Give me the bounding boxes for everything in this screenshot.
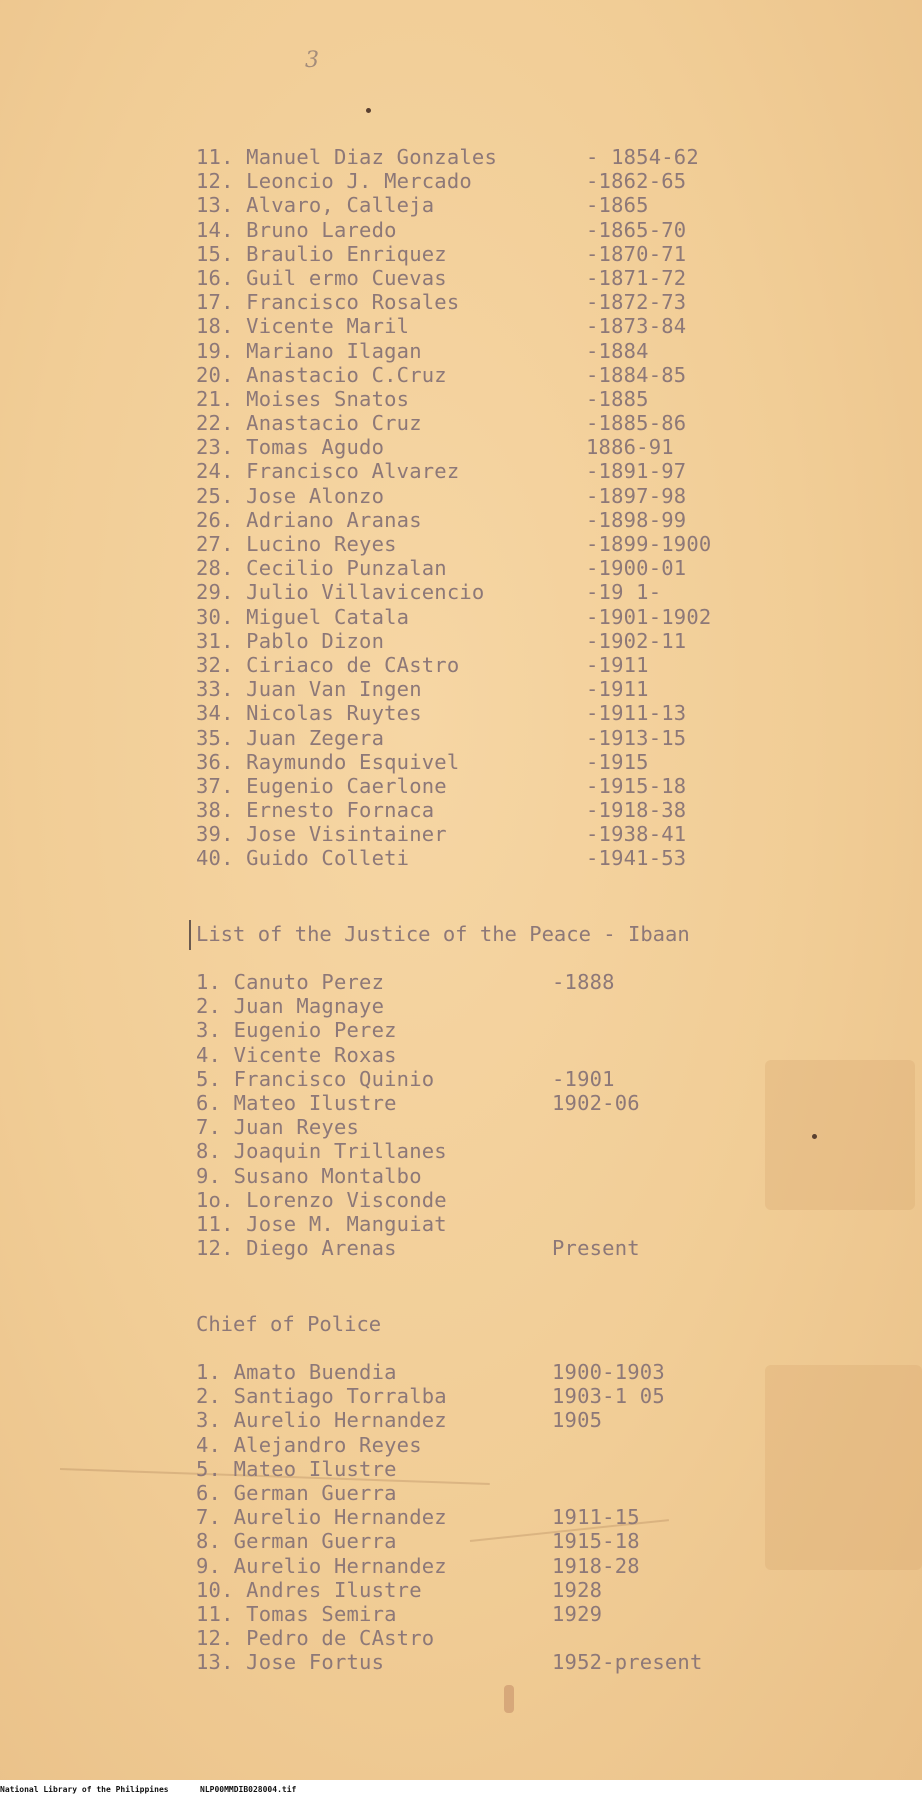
- entry-years: 1900-1903: [552, 1360, 665, 1384]
- entry-name: 6. Mateo Ilustre: [196, 1090, 397, 1115]
- entry-name: 34. Nicolas Ruytes: [196, 701, 422, 726]
- entry-years: -1911: [586, 652, 649, 677]
- entry-name: 28. Cecilio Punzalan: [196, 556, 447, 581]
- entry-name: 12. Leoncio J. Mercado: [196, 169, 472, 194]
- entry-name: 8. German Guerra: [196, 1529, 397, 1554]
- entry-name: 32. Ciriaco de CAstro: [196, 652, 460, 677]
- entry-name: 5. Mateo Ilustre: [196, 1456, 397, 1481]
- entry-name: 21. Moises Snatos: [196, 386, 410, 411]
- entry-years: -1884-85: [586, 362, 687, 387]
- entry-name: 12. Diego Arenas: [196, 1236, 397, 1261]
- entry-name: 19. Mariano Ilagan: [196, 338, 422, 363]
- entry-years: -1911-13: [586, 701, 687, 726]
- scan-footer: [0, 1780, 922, 1800]
- entry-years: 1928: [552, 1577, 603, 1602]
- entry-name: 11. Jose M. Manguiat: [196, 1211, 447, 1236]
- entry-name: 26. Adriano Aranas: [196, 507, 422, 532]
- entry-years: 1929: [552, 1601, 603, 1626]
- entry-name: 11. Tomas Semira: [196, 1601, 397, 1626]
- entry-name: 30. Miguel Catala: [196, 604, 410, 629]
- entry-years: -19 1-: [586, 580, 662, 605]
- entry-years: 1902-06: [552, 1090, 640, 1115]
- entry-name: 23. Tomas Agudo: [196, 435, 385, 460]
- entry-years: -1885-86: [586, 411, 687, 436]
- entry-years: -1884: [586, 338, 649, 363]
- entry-name: 20. Anastacio C.Cruz: [196, 362, 447, 387]
- entry-years: -1873-84: [586, 314, 687, 339]
- entry-name: 6. German Guerra: [196, 1480, 397, 1505]
- entry-years: -1941-53: [586, 846, 687, 871]
- entry-name: 4. Alejandro Reyes: [196, 1432, 422, 1457]
- entry-years: -1885: [586, 386, 649, 411]
- entry-years: -1938-41: [586, 822, 687, 847]
- entry-years: -1915-18: [586, 773, 687, 798]
- library-credit: National Library of the Philippines: [0, 1785, 169, 1794]
- entry-years: -1888: [552, 970, 615, 994]
- entry-name: 13. Alvaro, Calleja: [196, 193, 435, 218]
- entry-name: 40. Guido Colleti: [196, 846, 410, 871]
- entry-name: 2. Juan Magnaye: [196, 994, 385, 1019]
- ink-dot: [812, 1134, 817, 1139]
- entry-years: -1915: [586, 749, 649, 774]
- entry-name: 11. Manuel Diaz Gonzales: [196, 145, 498, 169]
- entry-name: 38. Ernesto Fornaca: [196, 798, 435, 823]
- entry-name: 33. Juan Van Ingen: [196, 677, 422, 702]
- entry-years: -1897-98: [586, 483, 687, 508]
- entry-name: 1. Canuto Perez: [196, 970, 385, 994]
- entry-years: 1905: [552, 1408, 603, 1433]
- paper-tear: [504, 1685, 514, 1713]
- entry-years: Present: [552, 1236, 640, 1261]
- entry-years: -1870-71: [586, 241, 687, 266]
- entry-years: -1902-11: [586, 628, 687, 653]
- entry-name: 17. Francisco Rosales: [196, 290, 460, 315]
- entry-name: 1. Amato Buendia: [196, 1360, 397, 1384]
- entry-years: -1871-72: [586, 265, 687, 290]
- entry-years: -1891-97: [586, 459, 687, 484]
- entry-years: 1952-present: [552, 1650, 703, 1675]
- entry-years: 1903-1 05: [552, 1384, 665, 1409]
- paper-stain: [765, 1365, 922, 1570]
- entry-name: 3. Eugenio Perez: [196, 1018, 397, 1043]
- entry-years: -1913-15: [586, 725, 687, 750]
- entry-name: 8. Joaquin Trillanes: [196, 1139, 447, 1164]
- entry-name: 35. Juan Zegera: [196, 725, 385, 750]
- entry-years: -1865-70: [586, 217, 687, 242]
- entry-years: -1898-99: [586, 507, 687, 532]
- entry-name: 4. Vicente Roxas: [196, 1042, 397, 1067]
- entry-years: -1901-1902: [586, 604, 712, 629]
- entry-years: -1865: [586, 193, 649, 218]
- entry-years: 1915-18: [552, 1529, 640, 1554]
- entry-years: 1918-28: [552, 1553, 640, 1578]
- entry-name: 2. Santiago Torralba: [196, 1384, 447, 1409]
- margin-mark: [189, 920, 191, 950]
- entry-name: 29. Julio Villavicencio: [196, 580, 485, 605]
- entry-name: 22. Anastacio Cruz: [196, 411, 422, 436]
- entry-name: 16. Guil ermo Cuevas: [196, 265, 447, 290]
- entry-years: -1899-1900: [586, 532, 712, 556]
- entry-name: 9. Susano Montalbo: [196, 1163, 422, 1188]
- entry-name: 12. Pedro de CAstro: [196, 1626, 435, 1651]
- entry-years: 1886-91: [586, 435, 674, 460]
- entry-name: 18. Vicente Maril: [196, 314, 410, 339]
- entry-name: 39. Jose Visintainer: [196, 822, 447, 847]
- entry-name: 14. Bruno Laredo: [196, 217, 397, 242]
- entry-years: -1862-65: [586, 169, 687, 194]
- entry-name: 1o. Lorenzo Visconde: [196, 1187, 447, 1212]
- entry-years: -1872-73: [586, 290, 687, 315]
- entry-name: 7. Aurelio Hernandez: [196, 1505, 447, 1530]
- justice-of-peace-heading: List of the Justice of the Peace - Ibaan: [196, 922, 690, 946]
- paper-stain: [765, 1060, 915, 1210]
- entry-years: -1901: [552, 1066, 615, 1091]
- entry-years: 1911-15: [552, 1505, 640, 1530]
- entry-years: -1911: [586, 677, 649, 702]
- page-number: 3: [305, 48, 319, 73]
- entry-name: 10. Andres Ilustre: [196, 1577, 422, 1602]
- entry-years: - 1854-62: [586, 145, 699, 169]
- entry-name: 36. Raymundo Esquivel: [196, 749, 460, 774]
- entry-name: 24. Francisco Alvarez: [196, 459, 460, 484]
- entry-name: 31. Pablo Dizon: [196, 628, 385, 653]
- entry-name: 7. Juan Reyes: [196, 1115, 360, 1140]
- entry-name: 13. Jose Fortus: [196, 1650, 385, 1675]
- entry-years: -1918-38: [586, 798, 687, 823]
- chief-of-police-heading: Chief of Police: [196, 1312, 382, 1336]
- entry-name: 3. Aurelio Hernandez: [196, 1408, 447, 1433]
- entry-years: -1900-01: [586, 556, 687, 581]
- entry-name: 37. Eugenio Caerlone: [196, 773, 447, 798]
- entry-name: 25. Jose Alonzo: [196, 483, 385, 508]
- file-identifier: NLP00MMDIB028004.tif: [200, 1785, 297, 1794]
- entry-name: 27. Lucino Reyes: [196, 532, 397, 556]
- entry-name: 9. Aurelio Hernandez: [196, 1553, 447, 1578]
- entry-name: 15. Braulio Enriquez: [196, 241, 447, 266]
- ink-dot: [366, 108, 371, 113]
- entry-name: 5. Francisco Quinio: [196, 1066, 435, 1091]
